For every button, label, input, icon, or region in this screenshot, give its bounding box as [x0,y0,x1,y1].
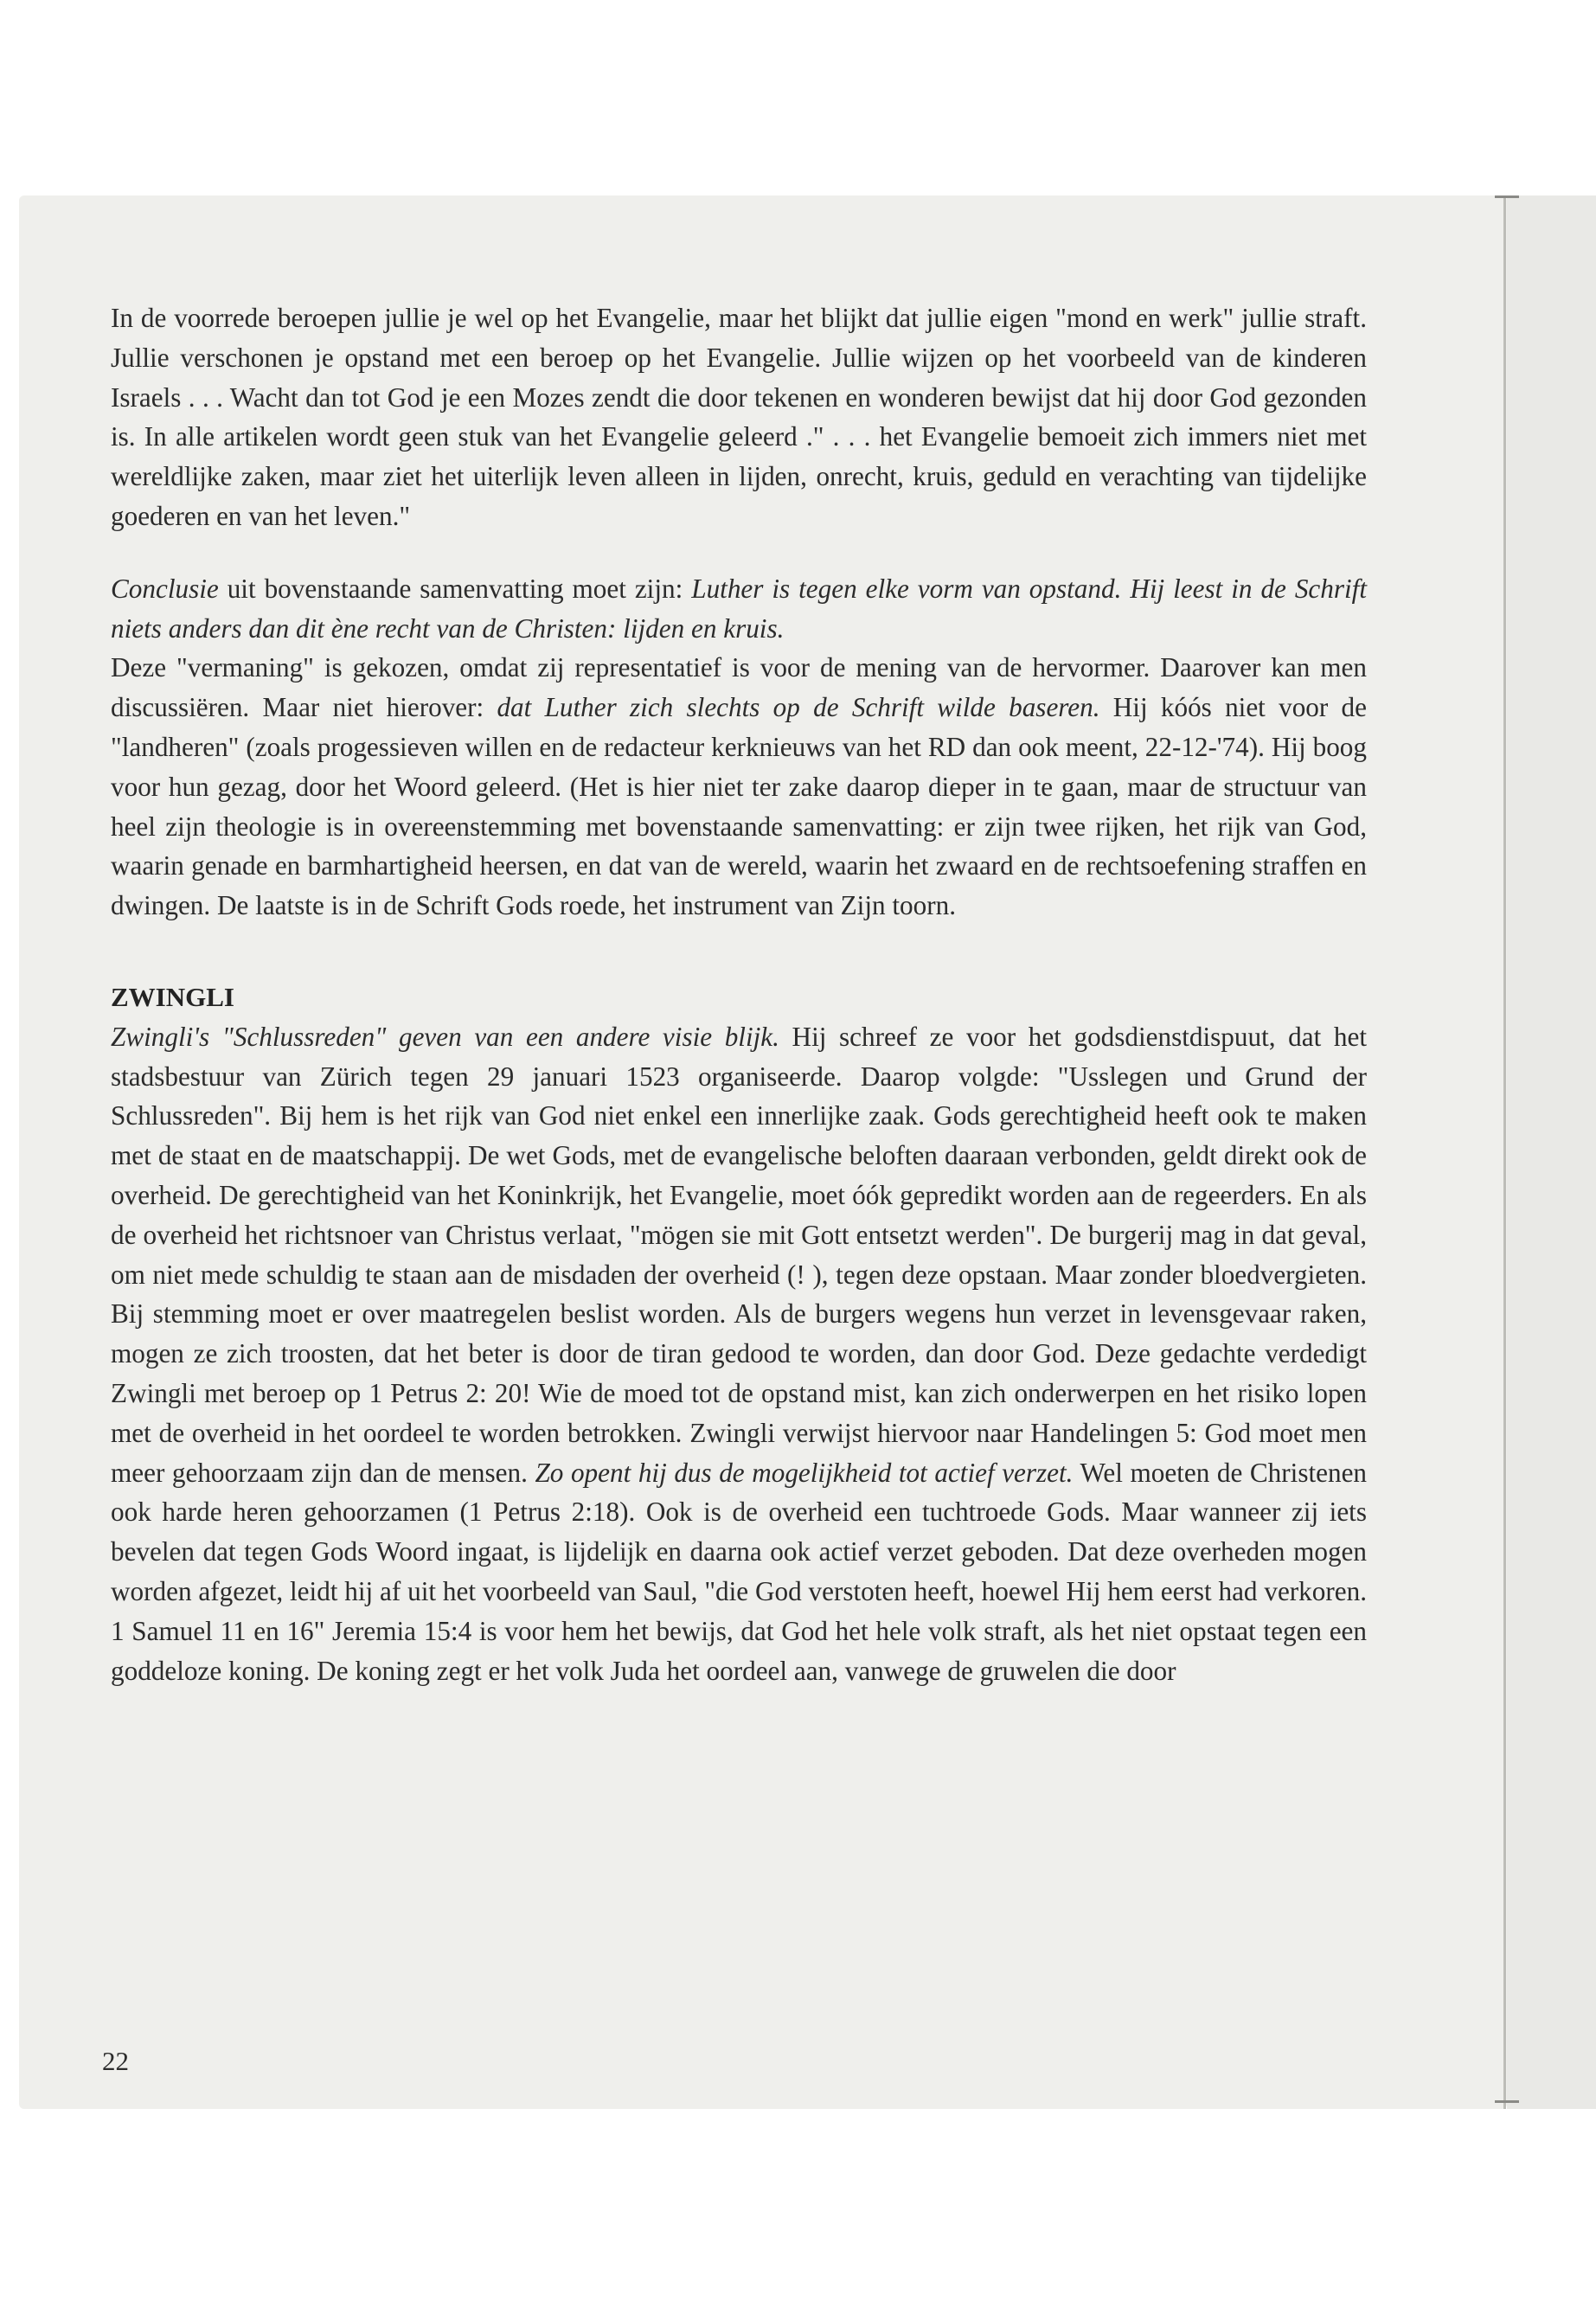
conclusion-paragraph [111,569,1367,649]
conclusion-thesis: Luther is tegen elke vorm van opstand. Hij leest in de Schrift niets anders dan dit ène recht van de Christen: lijden en kruis. [111,573,1368,644]
section-heading: ZWINGLI [111,981,234,1012]
staple-mark [1495,2100,1519,2103]
zwingli-lead: Zwingli's "Schlussreden" geven van een andere visie blijk. [111,1021,779,1052]
staple-mark [1495,195,1519,198]
intro-paragraph: In de voorrede beroepen jullie je wel op het Evangelie, maar het blijkt dat jullie eigen "mond en werk" jullie straft. Jullie verschonen je opstand met een beroep op het Evangelie. Jullie wijzen op het voorbeeld van de kinderen Israels . . . Wacht dan tot God je een Mozes zendt die door tekenen en wonderen bewijst dat hij door God gezonden is. In alle artikelen wordt geen stuk van het Evangelie geleerd ." . . . het Evangelie bemoeit zich immers niet met wereldlijke zaken, maar ziet het uiterlijk leven alleen in lijden, onrecht, kruis, geduld en verachting van tijdelijke goederen en van het leven." [111,303,1367,531]
facing-page-edge [1507,195,1596,2109]
page-spine [1503,195,1506,2109]
zwingli-text: Hij schreef ze voor het godsdienstdispuut, dat het stadsbestuur van Zürich tegen 29 januari 1523 organiseerde. Daarop volgde: "Usslegen und Grund der Schlussreden". Bij hem is het rijk van God niet enkel een innerlijke zaak. Gods gerechtigheid heeft ook te maken met de staat en de maatschappij. De wet Gods, met de evangelische beloften daaraan verbonden, geldt direkt ook de overheid. De gerechtigheid van het Koninkrijk, het Evangelie, moet óók gepredikt worden aan de regeerders. En als de overheid het richtsnoer van Christus verlaat, "mögen sie mit Gott entsetzt werden". De burgerij mag in dat geval, om niet mede schuldig te staan aan de misdaden der overheid (! ), tegen deze opstaan. Maar zonder bloedvergieten. Bij stemming moet er over maatregelen beslist worden. Als de burgers wegens hun verzet in levensgevaar raken, mogen ze zich troosten, dat het beter is door de tiran gedood te worden, dan door God. Deze gedachte verdedigt Zwingli met beroep op 1 Petrus 2: 20! Wie de moed tot de opstand mist, kan zich onderwerpen en het risiko lopen met de overheid in het oordeel te worden betrokken. Zwingli verwijst hiervoor naar Handelingen 5: God moet men meer gehoorzaam zijn dan de mensen. [111,1021,1367,1488]
zwingli-emphasis: Zo opent hij dus de mogelijkheid tot actief verzet. [535,1457,1074,1488]
page-number: 22 [102,2046,129,2076]
zwingli-paragraph [111,1017,1367,1691]
conclusion-text: uit bovenstaande samenvatting moet zijn: [218,573,692,604]
discussion-text: Deze "vermaning" is gekozen, omdat zij representatief is voor de mening van de hervormer. Daarover kan men discussiëren. Maar niet hierover: [111,652,1367,723]
body-text [111,298,1367,1690]
discussion-paragraph [111,648,1367,926]
zwingli-text-continued: Wel moeten de Christenen ook harde heren gehoorzamen (1 Petrus 2:18). Ook is de overheid een tuchtroede Gods. Maar wanneer zij iets bevelen dat tegen Gods Woord ingaat, is lijdelijk en daarna ook actief verzet geboden. Dat deze overheden mogen worden afgezet, leidt hij af uit het voorbeeld van Saul, "die God verstoten heeft, hoewel Hij hem eerst had verkoren. 1 Samuel 11 en 16" Jeremia 15:4 is voor hem het bewijs, dat God het hele volk straft, als het niet opstaat tegen een goddeloze koning. De koning zegt er het volk Juda het oordeel aan, vanwege de gruwelen die door [111,1457,1367,1686]
conclusion-label: Conclusie [111,573,219,604]
discussion-thesis: dat Luther zich slechts op de Schrift wilde baseren. [497,692,1100,723]
discussion-text-continued: Hij kóós niet voor de "landheren" (zoals progessieven willen en de redacteur kerknieuws van het RD dan ook meent, 22-12-'74). Hij boog voor hun gezag, door het Woord geleerd. (Het is hier niet ter zake daarop dieper in te gaan, maar de structuur van heel zijn theologie is in overeenstemming met bovenstaande samenvatting: er zijn twee rijken, het rijk van God, waarin genade en barmhartigheid heersen, en dat van de wereld, waarin het zwaard en de rechtsoefening straffen en dwingen. De laatste is in de Schrift Gods roede, het instrument van Zijn toorn. [111,692,1367,921]
